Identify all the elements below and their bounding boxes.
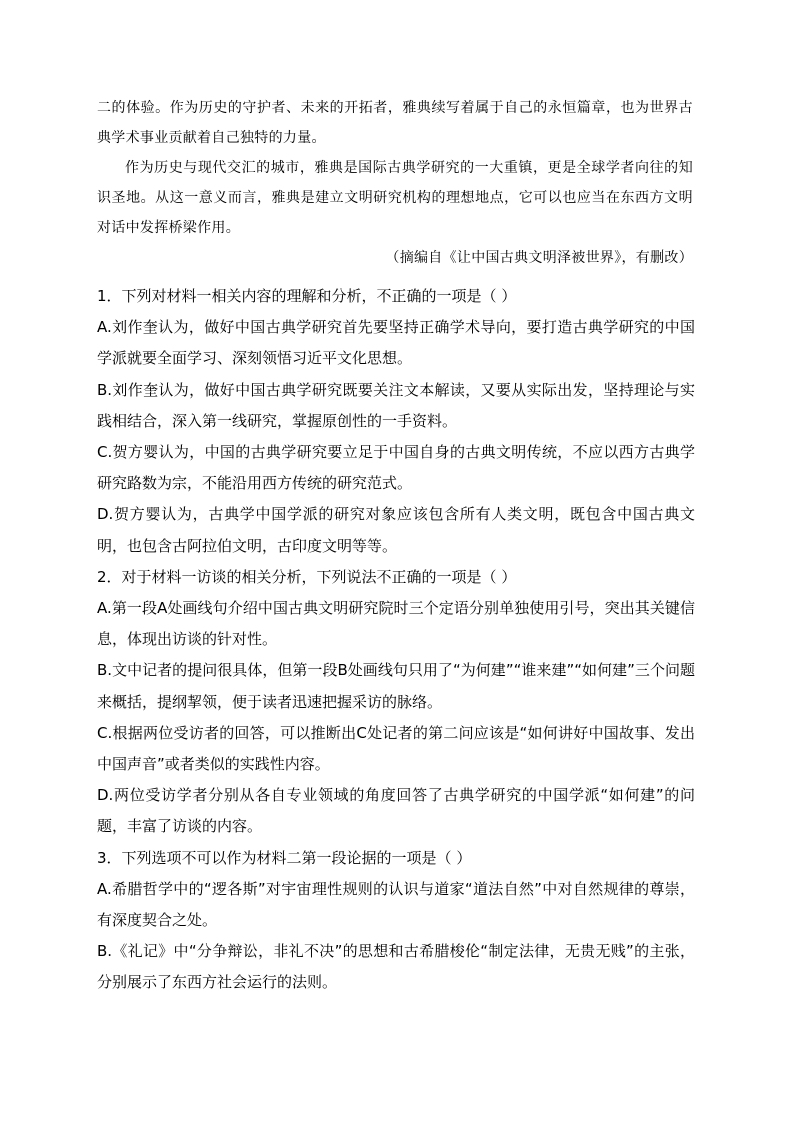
answer-option: B.《礼记》中“分争辩讼，非礼不决”的思想和古希腊梭伦“制定法律，无贵无贱”的主张，分别展示了东西方社会运行的法则。 bbox=[97, 942, 695, 992]
answer-option: B.刘作奎认为，做好中国古典学研究既要关注文本解读，又要从实际出发，坚持理论与实践相结合，深入第一线研究，掌握原创性的一手资料。 bbox=[97, 380, 695, 430]
question-list bbox=[97, 281, 695, 999]
answer-option: D.贺方婴认为，古典学中国学派的研究对象应该包含所有人类文明，既包含中国古典文明，也包含古阿拉伯文明，古印度文明等等。 bbox=[97, 505, 695, 555]
answer-option: C.根据两位受访者的回答，可以推断出C处记者的第二问应该是“如何讲好中国故事、发出中国声音”或者类似的实践性内容。 bbox=[97, 723, 695, 774]
answer-option: C.贺方婴认为，中国的古典学研究要立足于中国自身的古典文明传统，不应以西方古典学研究路数为宗，不能沿用西方传统的研究范式。 bbox=[97, 443, 695, 493]
answer-option: B.文中记者的提问很具体，但第一段B处画线句只用了“为何建”“谁来建”“如何建”三个问题来概括，提纲挈领，便于读者迅速把握采访的脉络。 bbox=[97, 661, 695, 711]
question-stem: 2．对于材料一访谈的相关分析，下列说法不正确的一项是（ ） bbox=[97, 567, 517, 586]
passage-paragraph: 二的体验。作为历史的守护者、未来的开拓者，雅典续写着属于自己的永恒篇章，也为世界古典学术事业贡献着自己独特的力量。 bbox=[97, 100, 693, 146]
answer-option: A.刘作奎认为，做好中国古典学研究首先要坚持正确学术导向，要打造古典学研究的中国学派就要全面学习、深刻领悟习近平文化思想。 bbox=[97, 318, 695, 368]
answer-option: A.希腊哲学中的“逻各斯”对宇宙理性规则的认识与道家“道法自然”中对自然规律的尊崇，有深度契合之处。 bbox=[97, 879, 695, 930]
answer-option: A.第一段A处画线句介绍中国古典文明研究院时三个定语分别单独使用引号，突出其关键信息，体现出访谈的针对性。 bbox=[97, 599, 695, 649]
reading-passage bbox=[97, 93, 693, 273]
answer-option: D.两位受访学者分别从各自专业领域的角度回答了古典学研究的中国学派“如何建”的问题，丰富了访谈的内容。 bbox=[97, 786, 695, 836]
question-stem: 1．下列对材料一相关内容的理解和分析，不正确的一项是（ ） bbox=[97, 287, 517, 305]
source-citation: （摘编自《让中国古典文明泽被世界》，有删改） bbox=[385, 250, 693, 266]
question-stem: 3．下列选项不可以作为材料二第一段论据的一项是（ ） bbox=[97, 848, 472, 867]
passage-paragraph: 作为历史与现代交汇的城市，雅典是国际古典学研究的一大重镇，更是全球学者向往的知识圣地。从这一意义而言，雅典是建立文明研究机构的理想地点，它可以也应当在东西方文明对话中发挥桥梁作用。 bbox=[97, 160, 693, 236]
